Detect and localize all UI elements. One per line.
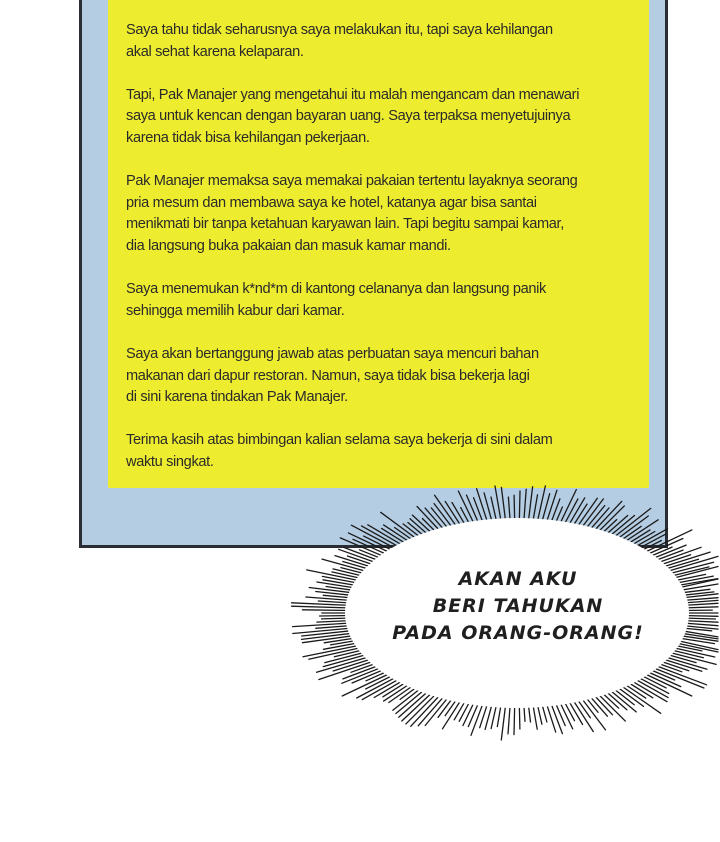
burst-line	[585, 506, 605, 530]
speech-line: BERI TAHUKAN	[432, 595, 604, 617]
burst-line	[508, 704, 510, 734]
burst-line	[546, 703, 556, 732]
letter-paragraph: Saya akan bertanggung jawab atas perbuatan saya mencuri bahan makanan dari dapur restoran. Namun, saya tidak bisa bekerja lagi di sini karena tindakan Pak Manajer.	[126, 345, 539, 406]
burst-line	[443, 699, 462, 729]
burst-line	[589, 508, 609, 531]
burst-line	[418, 695, 445, 726]
burst-line	[533, 495, 538, 522]
burst-line	[468, 702, 479, 727]
burst-line	[551, 499, 560, 524]
burst-line	[528, 487, 532, 522]
burst-line	[633, 678, 668, 698]
burst-line	[514, 495, 515, 522]
burst-line	[302, 630, 355, 636]
burst-line	[293, 628, 354, 634]
burst-line	[597, 693, 625, 721]
burst-line	[501, 704, 505, 740]
burst-line	[474, 498, 484, 524]
burst-line	[577, 498, 598, 528]
letter-paragraph: Terima kasih atas bimbingan kalian selama saya bekerja di sini dalam waktu singkat.	[126, 432, 553, 470]
letter-paragraph: Saya menemukan k*nd*m di kantong celananya dan langsung panik sehingga memilih kabur dari kamar.	[126, 281, 547, 319]
letter-paragraph: Pak Manajer memaksa saya memakai pakaian tertentu layaknya seorang pria mesum dan membawa saya ke hotel, katanya agar bisa santai menikmati bir tanpa ketahuan karyawan lain. Tapi begitu sampai kamar, dia langsung buka pakaian dan masuk kamar mandi.	[126, 173, 578, 254]
letter-paragraph: Tapi, Pak Manajer yang mengetahui itu malah mengancam dan menawari saya untuk kencan dengan bayaran uang. Saya terpaksa menyetujuinya karena tidak bisa kehilangan pekerjaan.	[126, 86, 580, 146]
speech-line: AKAN AKU	[458, 568, 578, 590]
burst-line	[396, 689, 426, 714]
burst-line	[633, 529, 668, 548]
burst-line	[292, 606, 353, 608]
speech-line: PADA ORANG-ORANG!	[392, 622, 644, 644]
burst-line	[581, 697, 606, 730]
burst-line	[572, 699, 593, 732]
burst-line	[292, 603, 353, 606]
burst-line	[675, 640, 718, 650]
burst-line	[524, 489, 526, 522]
burst-line	[491, 497, 497, 523]
burst-line	[477, 489, 488, 524]
burst-line	[325, 652, 368, 663]
burst-line	[673, 642, 718, 652]
burst-line	[546, 490, 557, 523]
burst-line	[302, 610, 352, 611]
burst-line	[533, 704, 537, 729]
burst-line	[307, 570, 363, 581]
burst-line	[501, 487, 505, 522]
burst-line	[642, 530, 692, 554]
letter-paragraph: Saya tahu tidak seharusnya saya melakukan itu, tapi saya kehilangan akal sehat karena kelaparan.	[126, 22, 553, 60]
burst-line	[514, 704, 515, 734]
burst-line	[551, 702, 563, 733]
speech-text	[378, 566, 658, 647]
burst-line	[309, 588, 356, 594]
burst-line	[425, 508, 445, 531]
burst-line	[519, 491, 520, 522]
burst-line	[537, 486, 545, 523]
